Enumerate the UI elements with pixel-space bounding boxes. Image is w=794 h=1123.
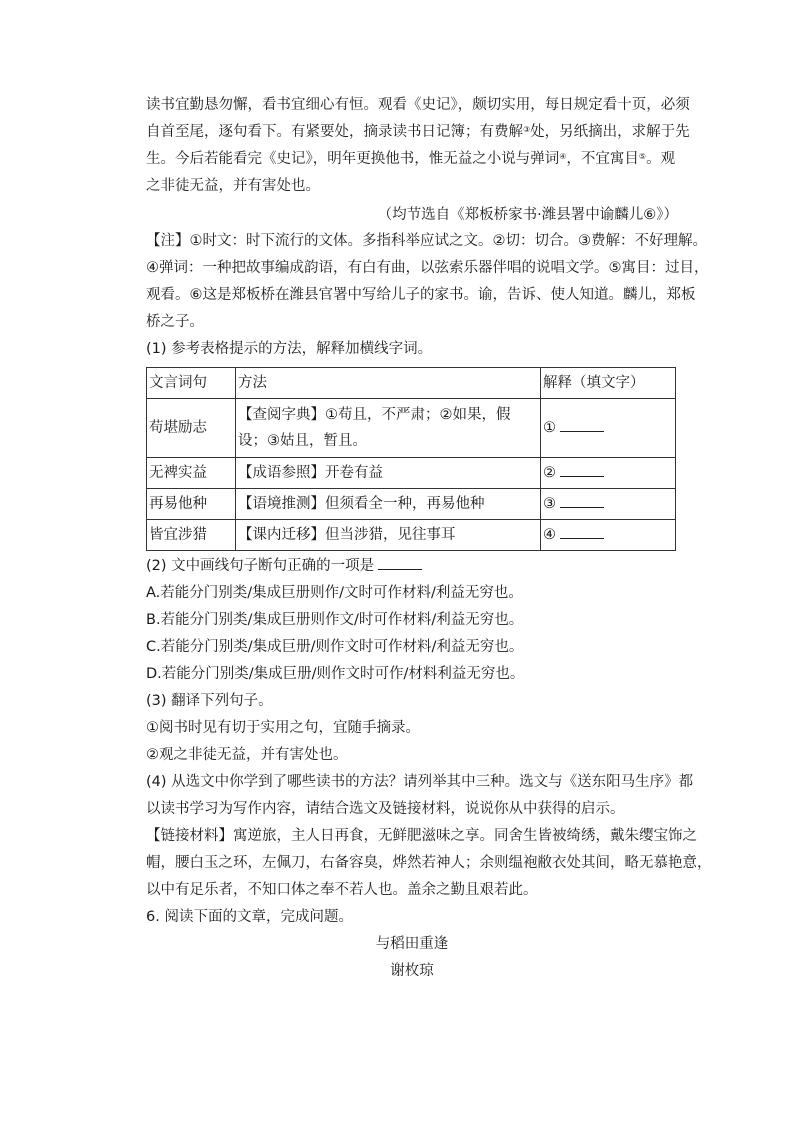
link-material-line: 帽，腰白玉之环，左佩刀，右备容臭，烨然若神人；余则缊袍敝衣处其间，略无慕艳意， xyxy=(146,855,712,871)
answer-blank[interactable] xyxy=(560,417,604,432)
option-d: D.若能分门别类/集成巨册/则作文时可作/材料利益无穷也。 xyxy=(146,666,525,682)
cell-answer[interactable] xyxy=(541,489,676,520)
cell-method: 【查阅字典】①苟且，不严肃；②如果，假设；③姑且，暂且。 xyxy=(236,399,541,458)
passage-text: 处，另纸摘出，求解于先 xyxy=(530,124,690,140)
question-6-prompt: 6. 阅读下面的文章，完成问题。 xyxy=(146,909,353,925)
cell-phrase: 皆宜涉猎 xyxy=(147,520,236,551)
option-a: A.若能分门别类/集成巨册则作/文时可作材料/利益无穷也。 xyxy=(146,585,523,601)
notes xyxy=(146,228,709,336)
passage-line xyxy=(146,119,690,146)
passage-text: ，不宜寓目 xyxy=(566,151,639,167)
cell-method: 【语境推测】但须看全一种，再易他种 xyxy=(236,489,541,520)
footnote-marker: ④ xyxy=(559,152,567,161)
answer-number: ① xyxy=(543,420,556,436)
article-author: 谢枚琼 xyxy=(390,963,434,979)
cell-method: 【成语参照】开卷有益 xyxy=(236,458,541,489)
cell-phrase: 无裨实益 xyxy=(147,458,236,489)
note-line: 桥之子。 xyxy=(146,314,204,330)
translate-item: ②观之非徒无益，并有害处也。 xyxy=(146,747,348,763)
cell-answer[interactable] xyxy=(541,458,676,489)
cell-answer[interactable] xyxy=(541,520,676,551)
header-answer: 解释（填文字） xyxy=(541,368,676,399)
table-row xyxy=(147,489,676,520)
table-row xyxy=(147,399,676,458)
answer-blank[interactable] xyxy=(560,493,604,508)
question-2-text: (2) 文中画线句子断句正确的一项是 xyxy=(146,558,375,574)
passage-line: 读书宜勤恳勿懈，看书宜细心有恒。观看《史记》，颇切实用，每日规定看十页，必须 xyxy=(146,97,690,113)
table-header-row xyxy=(147,368,676,399)
question-4-line: (4) 从选文中你学到了哪些读书的方法？请列举其中三种。选文与《送东阳马生序》都 xyxy=(146,774,694,790)
vocab-table xyxy=(146,367,676,551)
question-2-prompt xyxy=(146,553,678,580)
answer-blank[interactable] xyxy=(560,462,604,477)
answer-blank[interactable] xyxy=(560,524,604,539)
link-material-line: 以中有足乐者，不知口体之奉不若人也。盖余之勤且艰若此。 xyxy=(146,882,538,898)
table-row xyxy=(147,520,676,551)
link-material-line: 【链接材料】寓逆旅，主人日再食，无鲜肥滋味之享。同舍生皆被绮绣，戴朱缨宝饰之 xyxy=(146,828,697,844)
translate-item: ①阅书时见有切于实用之句，宜随手摘录。 xyxy=(146,720,420,736)
article-title: 与稻田重逢 xyxy=(375,936,449,952)
passage-text: 自首至尾，逐句看下。有紧要处，摘录读书日记簿；有费解 xyxy=(146,124,523,140)
passage-text: 。观 xyxy=(646,151,676,167)
table-row xyxy=(147,458,676,489)
answer-blank[interactable] xyxy=(378,555,422,570)
answer-number: ③ xyxy=(543,496,556,512)
cell-phrase: 苟堪励志 xyxy=(147,399,236,458)
question-4-line: 以读书学习为写作内容，请结合选文及链接材料，说说你从中获得的启示。 xyxy=(146,801,625,817)
passage-source: （均节选自《郑板桥家书·潍县署中谕麟儿⑥》） xyxy=(377,207,678,223)
answer-number: ② xyxy=(543,465,556,481)
note-line: 观看。⑥这是郑板桥在潍县官署中写给儿子的家书。谕，告诉、使人知道。麟儿，郑板 xyxy=(146,287,696,303)
header-phrase: 文言词句 xyxy=(147,368,236,399)
cell-answer[interactable] xyxy=(541,399,676,458)
cell-phrase: 再易他种 xyxy=(147,489,236,520)
passage-line: 之非徒无益，并有害处也。 xyxy=(146,178,320,194)
passage-text: 生。今后若能看完《史记》，明年更换他书，惟无益之小说与弹词 xyxy=(146,151,560,167)
document-page xyxy=(146,92,712,985)
cell-method: 【课内迁移】但当涉猎，见往事耳 xyxy=(236,520,541,551)
question-3-prompt: (3) 翻译下列句子。 xyxy=(146,693,273,709)
footnote-marker: ⑤ xyxy=(638,152,647,161)
question-1-prompt: (1) 参考表格提示的方法，解释加横线字词。 xyxy=(146,341,433,357)
passage xyxy=(146,92,690,228)
header-method: 方法 xyxy=(236,368,541,399)
note-line: 【注】①时文：时下流行的文体。多指科举应试之文。②切：切合。③费解：不好理解。 xyxy=(146,233,707,249)
option-b: B.若能分门别类/集成巨册则作文/时可作材料/利益无穷也。 xyxy=(146,612,524,628)
passage-line xyxy=(146,146,678,173)
note-line: ④弹词：一种把故事编成韵语，有白有曲，以弦索乐器伴唱的说唱文学。⑤寓目：过目， xyxy=(146,260,709,276)
option-c: C.若能分门别类/集成巨册/则作文时可作材料/利益无穷也。 xyxy=(146,639,524,655)
answer-number: ④ xyxy=(543,527,556,543)
footnote-marker: ③ xyxy=(523,125,531,134)
